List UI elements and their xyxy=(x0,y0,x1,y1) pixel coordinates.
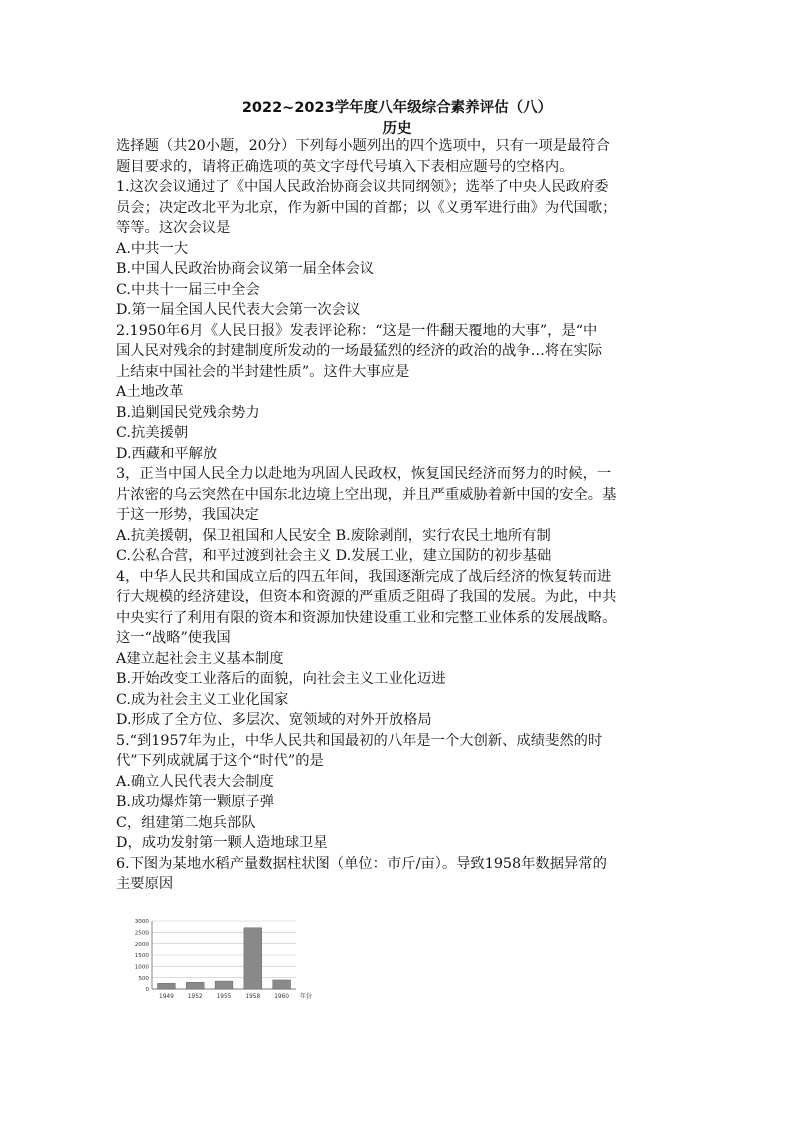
text-line: 选择题（共20小题，20分）下列每小题列出的四个选项中，只有一项是最符合 xyxy=(116,138,610,154)
text-line: 中央实行了利用有限的资本和资源加快建设重工业和完整工业体系的发展战略。 xyxy=(116,609,617,626)
text-line: 等等。这次会议是 xyxy=(116,220,231,236)
y-tick-label: 2000 xyxy=(134,941,149,948)
rice-yield-bar-chart xyxy=(118,912,330,1004)
y-tick-label: 1500 xyxy=(134,953,149,960)
text-line: 行大规模的经济建设，但资本和资源的严重质乏阻碍了我国的发展。为此，中共 xyxy=(116,589,617,605)
text-line: B.开始改变工业落后的面貌，向社会主义工业化迈进 xyxy=(116,671,446,687)
text-line: A.中共一大 xyxy=(116,240,189,257)
text-line: 题目要求的，请将正确选项的英文字母代号填入下表相应题号的空格内。 xyxy=(116,158,574,175)
text-line: D.第一届全国人民代表大会第一次会议 xyxy=(116,302,361,318)
text-line: C，组建第二炮兵部队 xyxy=(116,814,256,831)
y-tick-label: 500 xyxy=(138,975,149,982)
text-line: 5.“到1957年为止，中华人民共和国最初的八年是一个大创新、成绩斐然的时 xyxy=(116,732,603,749)
chart-svg xyxy=(118,912,330,1004)
text-line: 主要原因 xyxy=(116,876,174,892)
text-line: D.西藏和平解放 xyxy=(116,445,218,462)
x-axis-label: 年份 xyxy=(300,993,313,1000)
text-line: 片浓密的乌云突然在中国东北边境上空出现，并且严重威胁着新中国的安全。基 xyxy=(116,486,617,503)
text-line: 6.下图为某地水稻产量数据柱状图（单位：市斤/亩）。导致1958年数据异常的 xyxy=(116,855,607,872)
text-line: A建立起社会主义基本制度 xyxy=(116,650,284,667)
text-line: B.成功爆炸第一颗原子弹 xyxy=(116,794,275,810)
text-line: C.抗美援朝 xyxy=(116,425,189,441)
text-line: A.确立人民代表大会制度 xyxy=(116,773,274,790)
text-line: A土地改革 xyxy=(116,384,184,400)
text-line: D.形成了全方位、多层次、宽领域的对外开放格局 xyxy=(116,712,432,728)
bar xyxy=(244,928,262,989)
bar xyxy=(157,983,175,989)
text-line: 2.1950年6月《人民日报》发表评论称：“这是一件翻天覆地的大事”，是“中 xyxy=(116,322,598,339)
text-line: 这一“战略”使我国 xyxy=(116,630,231,646)
y-tick-label: 0 xyxy=(145,987,149,994)
text-line: B.中国人民政治协商会议第一届全体会议 xyxy=(116,261,375,277)
text-line: C.中共十一届三中全会 xyxy=(116,281,260,298)
text-line: 3，正当中国人民全力以赴地为巩固人民政权，恢复国民经济而努力的时候，一 xyxy=(116,466,612,482)
text-line: 员会；决定改北平为北京，作为新中国的首都；以《义勇军进行曲》为代国歌； xyxy=(116,199,617,216)
text-line: 上结束中国社会的半封建性质”。这件大事应是 xyxy=(116,363,410,380)
text-line: B.追剿国民党残余势力 xyxy=(116,404,260,421)
text-line: 4，中华人民共和国成立后的四五年间，我国逐渐完成了战后经济的恢复转而进 xyxy=(116,568,612,585)
text-line: C.成为社会主义工业化国家 xyxy=(116,691,289,708)
x-tick-label: 1958 xyxy=(245,994,261,1000)
text-line: 1.这次会议通过了《中国人民政治协商会议共同纲领》；选举了中央人民政府委 xyxy=(116,179,609,195)
y-tick-label: 2500 xyxy=(134,930,149,937)
x-tick-label: 1960 xyxy=(274,994,289,1000)
text-line: D，成功发射第一颗人造地球卫星 xyxy=(116,835,328,851)
text-line: A.抗美援朝，保卫祖国和人民安全 B.废除剥削，实行农民土地所有制 xyxy=(116,527,551,544)
y-tick-label: 3000 xyxy=(134,919,149,926)
bar xyxy=(186,982,204,989)
text-line: 国人民对残余的封建制度所发动的一场最猛烈的经济的政治的战争…将在实际 xyxy=(116,343,603,359)
text-line: 于这一形势，我国决定 xyxy=(116,507,259,523)
text-line: 代”下列成就属于这个“时代”的是 xyxy=(116,753,324,769)
x-tick-label: 1955 xyxy=(216,994,232,1000)
question-body xyxy=(116,136,694,895)
text-line: C.公私合营，和平过渡到社会主义 D.发展工业，建立国防的初步基础 xyxy=(116,548,552,564)
x-tick-label: 1949 xyxy=(159,994,174,1000)
y-tick-label: 1000 xyxy=(134,964,149,971)
bar xyxy=(215,981,233,989)
bar xyxy=(273,980,291,989)
x-tick-label: 1952 xyxy=(187,994,203,1000)
exam-title: 2022~2023学年度八年级综合素养评估（八） xyxy=(241,100,553,116)
subject-heading: 历史 xyxy=(382,121,412,137)
